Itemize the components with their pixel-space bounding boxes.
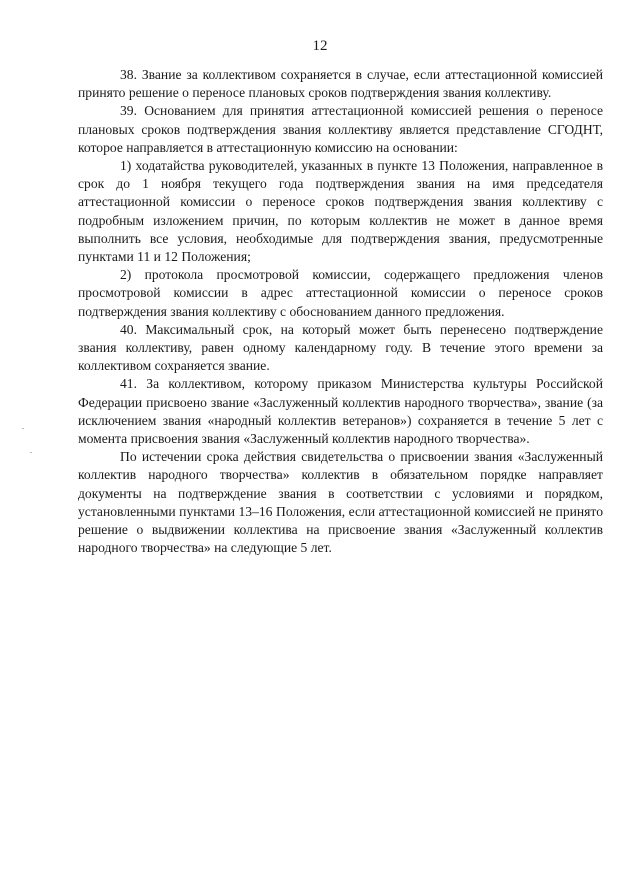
paragraph-39-item-1: 1) ходатайства руководителей, указанных в пункте 13 Положения, направленное в срок до 1 ноября текущего года подтверждения звания на имя председателя аттестационной комиссии о переносе сроков подтверждения звания коллективу с подробным изложением причин, по которым коллектив не может в данное время выполнить все условия, необходимые для подтверждения звания, предусмотренные пунктами 11 и 12 Положения; xyxy=(78,158,603,265)
scan-speck xyxy=(22,428,24,429)
paragraph-39-item-2: 2) протокола просмотровой комиссии, содержащего предложения членов просмотровой комиссии в адрес аттестационной комиссии о переносе сроков подтверждения звания коллективу с обоснованием данного предложения. xyxy=(78,267,603,319)
paragraph-39: 39. Основанием для принятия аттестационной комиссией решения о переносе плановых сроков подтверждения звания коллективу является представление СГОДНТ, которое направляется в аттестационную комиссию на основании: xyxy=(78,103,603,155)
paragraph-40: 40. Максимальный срок, на который может быть перенесено подтверждение звания коллективу, равен одному календарному году. В течение этого времени за коллективом сохраняется звание. xyxy=(78,321,603,374)
scan-speck xyxy=(30,452,32,453)
page-number: 12 xyxy=(312,38,328,54)
document-body xyxy=(78,66,603,557)
paragraph-41: 41. За коллективом, которому приказом Министерства культуры Российской Федерации присвоено звание «Заслуженный коллектив народного творчества», звание (за исключением звания «народный коллектив ветеранов») сохраняется в течение 5 лет с момента присвоения звания «Заслуженный коллектив народного творчества». xyxy=(78,376,603,447)
paragraph-38: 38. Звание за коллективом сохраняется в случае, если аттестационной комиссией принято решение о переносе плановых сроков подтверждения звания коллективу. xyxy=(78,67,603,101)
paragraph-41-continuation: По истечении срока действия свидетельства о присвоении звания «Заслуженный коллектив народного творчества» коллектив в обязательном порядке направляет документы на подтверждение звания в соответствии с условиями и порядком, установленными пунктами 13–16 Положения, если аттестационной комиссией не принято решение о выдвижении коллектива на присвоение звания «Заслуженный коллектив народного творчества» на следующие 5 лет. xyxy=(78,449,603,556)
